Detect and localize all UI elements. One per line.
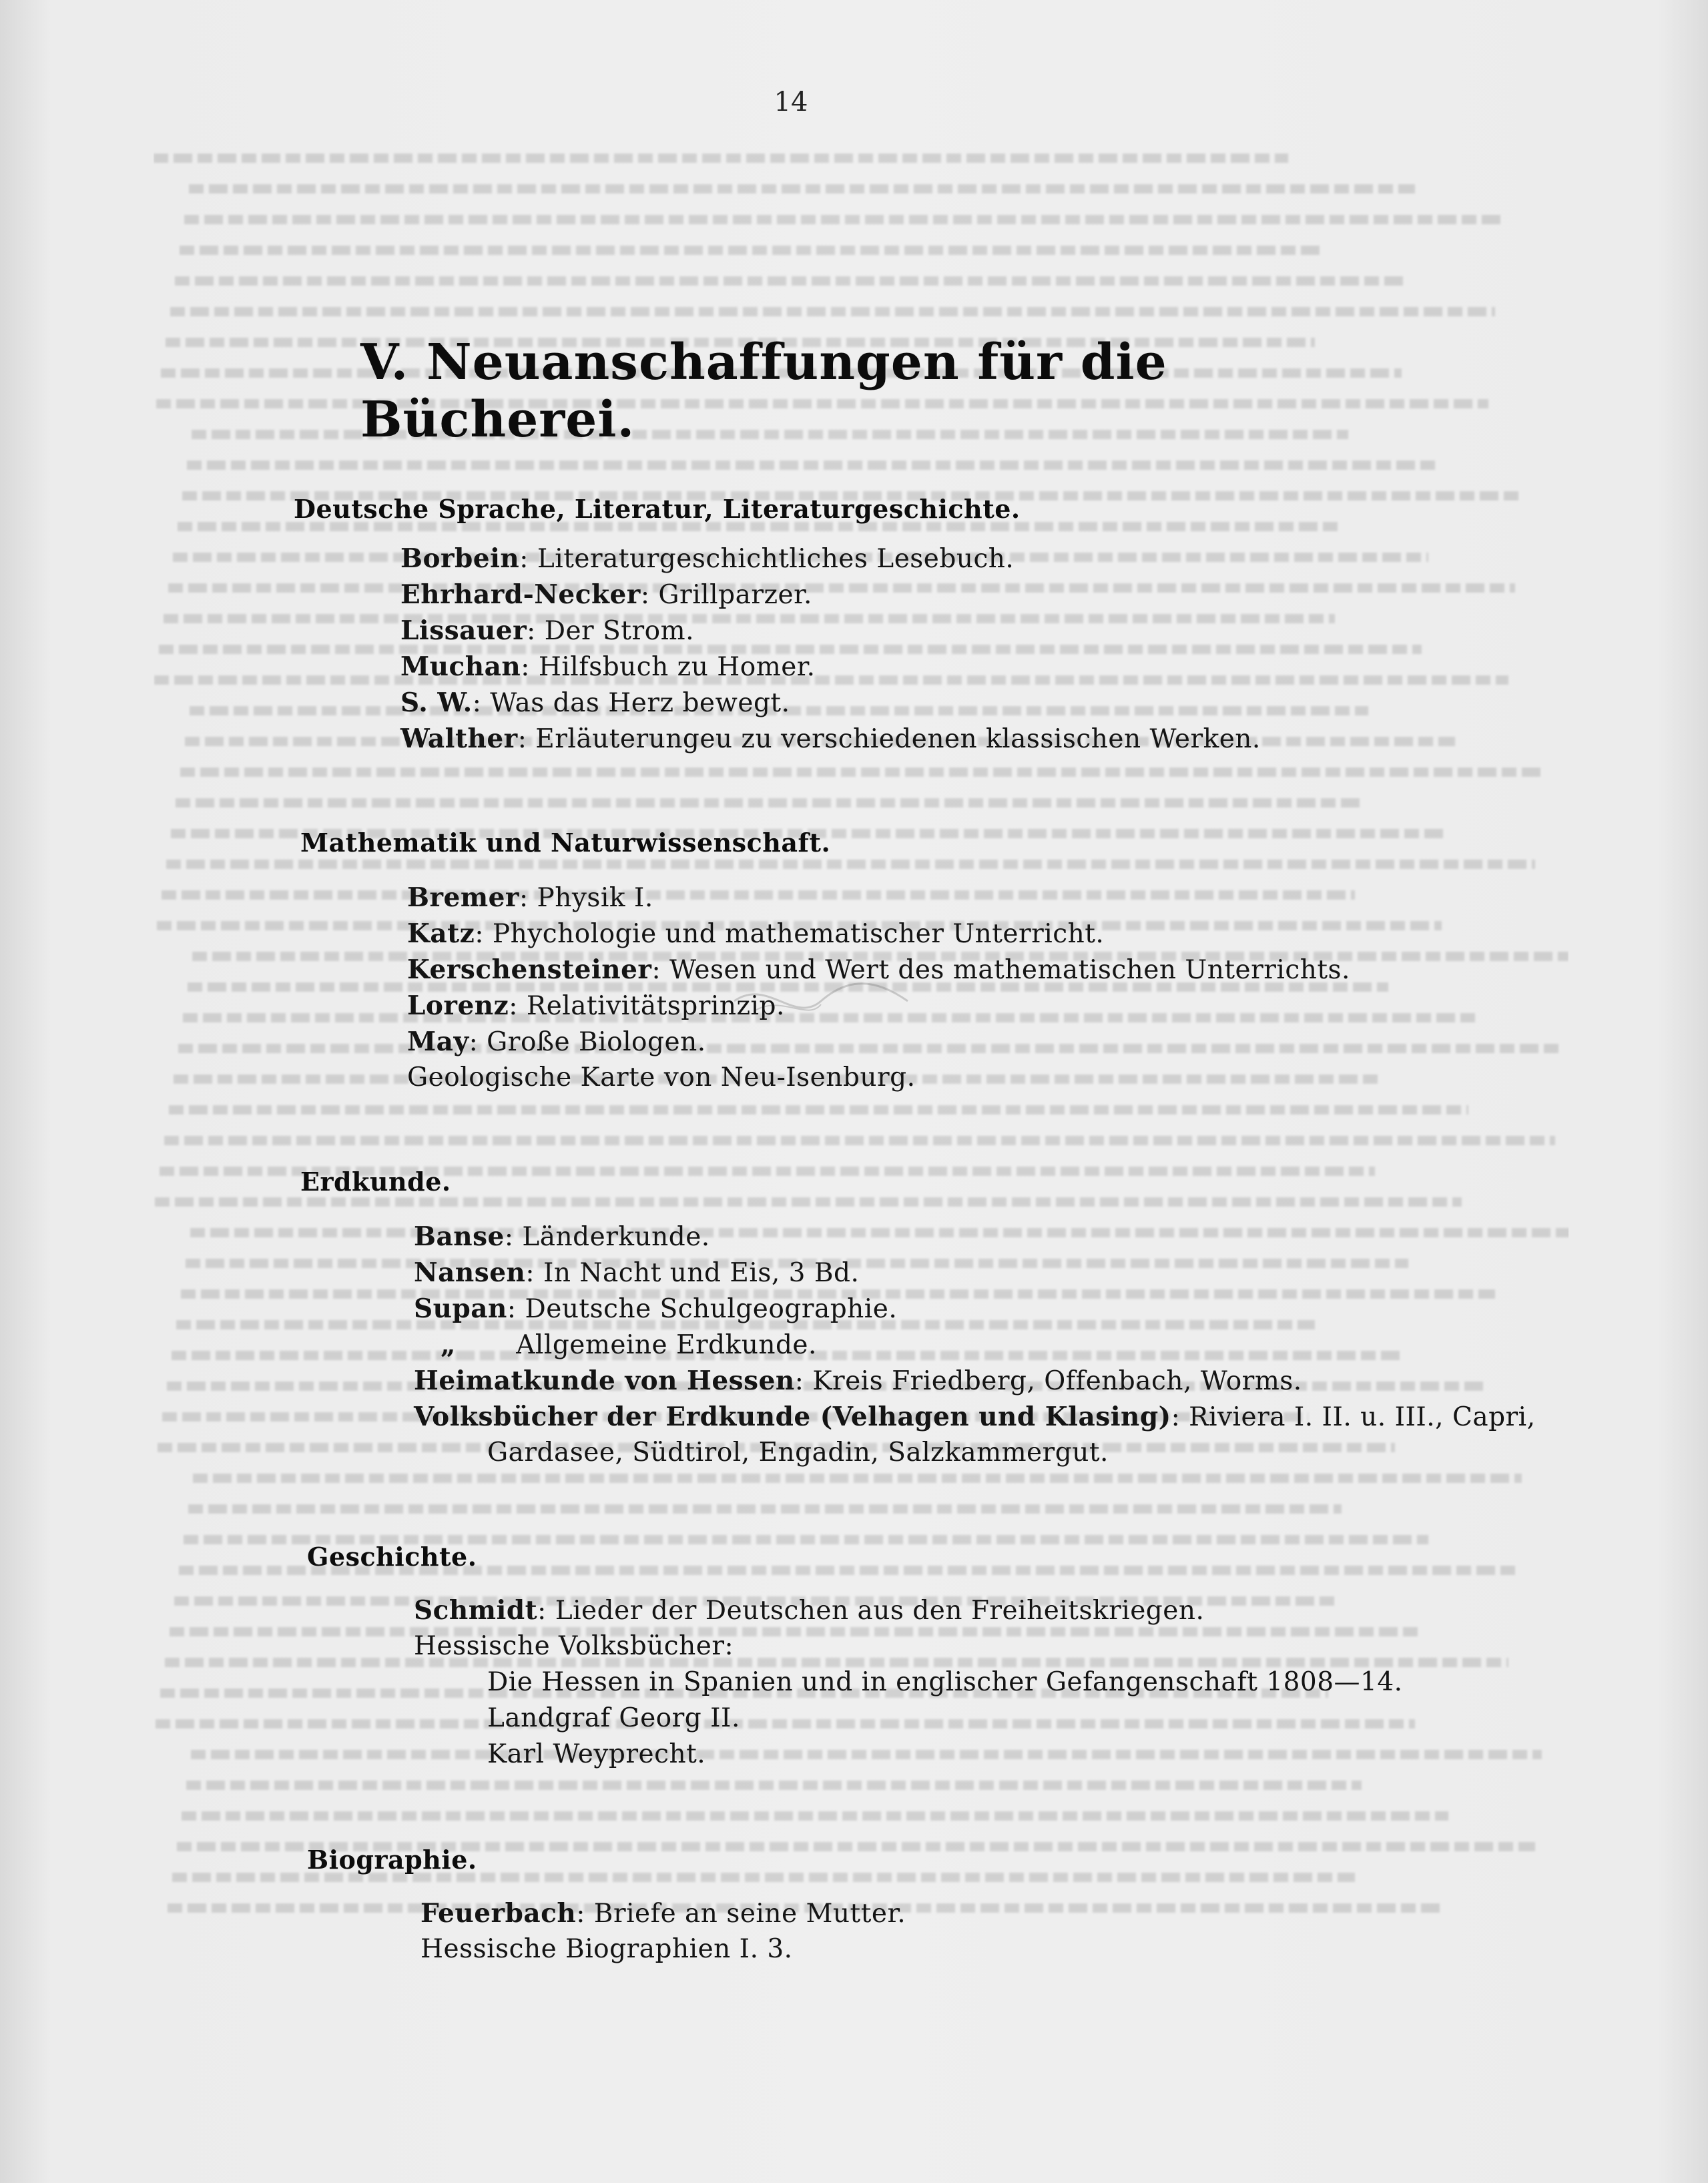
section-title-biographie: Biographie. — [307, 1845, 477, 1875]
bleed-line — [182, 1811, 1448, 1821]
list-item — [487, 1739, 705, 1769]
list-item: Muchan: Hilfsbuch zu Homer. — [400, 651, 816, 682]
bleed-line — [170, 1627, 1422, 1636]
bleed-line — [180, 767, 1542, 777]
section-title-mathematik: Mathematik und Naturwissenschaft. — [300, 828, 831, 858]
bleed-line — [176, 798, 1362, 808]
bleed-line — [166, 860, 1535, 869]
list-item: Kerschensteiner: Wesen und Wert des mathematischen Unterrichts. — [407, 954, 1350, 985]
list-item: May: Große Biologen. — [407, 1026, 706, 1057]
entry-title: Allgemeine Erdkunde. — [516, 1330, 817, 1360]
bleed-line — [184, 215, 1502, 224]
list-item: Walther: Erläuterungeu zu verschiedenen klassischen Werken. — [400, 723, 1261, 754]
entry-title: Lieder der Deutschen aus den Freiheitskriegen. — [555, 1596, 1205, 1626]
bleed-line — [180, 246, 1322, 255]
bleed-line — [164, 614, 1335, 623]
entry-title: Riviera I. II. u. III., Capri, — [1189, 1402, 1536, 1432]
entry-title: Gardasee, Südtirol, Engadin, Salzkammergut. — [487, 1438, 1109, 1468]
list-item: Banse: Länderkunde. — [414, 1221, 710, 1252]
entry-title: Hilfsbuch zu Homer. — [538, 652, 816, 682]
list-item: Feuerbach: Briefe an seine Mutter. — [420, 1898, 906, 1929]
bleed-line — [178, 1044, 1562, 1053]
entry-author: Supan — [414, 1293, 507, 1324]
bleed-line — [154, 675, 1508, 685]
bleed-line — [164, 1136, 1555, 1145]
entry-title: Kreis Friedberg, Offenbach, Worms. — [812, 1366, 1302, 1396]
entry-author: Lorenz — [407, 990, 509, 1021]
bleed-line — [191, 1750, 1542, 1759]
entry-author: Walther — [400, 723, 518, 754]
entry-title: Hessische Biographien I. 3. — [420, 1934, 793, 1964]
entry-author: Heimatkunde von Hessen — [414, 1365, 795, 1396]
list-item: S. W.: Was das Herz bewegt. — [400, 687, 790, 718]
list-item: Bremer: Physik I. — [407, 882, 653, 913]
entry-title: Karl Weyprecht. — [487, 1739, 706, 1769]
list-item: Nansen: In Nacht und Eis, 3 Bd. — [414, 1257, 860, 1288]
entry-title: Länderkunde. — [522, 1222, 710, 1252]
section-title-sprache: Deutsche Sprache, Literatur, Literaturgeschichte. — [294, 494, 1021, 524]
list-item — [487, 1438, 1109, 1468]
entry-title: Geologische Karte von Neu-Isenburg. — [407, 1062, 916, 1093]
list-item — [487, 1703, 740, 1733]
entry-title: Große Biologen. — [487, 1027, 706, 1057]
entry-title: Hessische Volksbücher: — [414, 1631, 734, 1661]
bleed-line — [170, 307, 1495, 316]
bleed-line — [175, 276, 1408, 286]
section-title-erdkunde: Erdkunde. — [300, 1167, 451, 1197]
list-item — [414, 1631, 734, 1661]
list-item: Heimatkunde von Hessen: Kreis Friedberg, Offenbach, Worms. — [414, 1365, 1302, 1396]
bleed-line — [162, 890, 1355, 900]
bleed-line — [156, 1719, 1415, 1729]
bleed-line — [154, 153, 1288, 163]
list-item: Ehrhard-Necker: Grillparzer. — [400, 579, 812, 610]
bleed-line — [187, 460, 1435, 470]
list-item: Volksbücher der Erdkunde (Velhagen und Klasing): Riviera I. II. u. III., Capri, — [414, 1401, 1536, 1432]
list-item: Katz: Phychologie und mathematischer Unterricht. — [407, 918, 1105, 949]
entry-title: Phychologie und mathematischer Unterricht. — [492, 919, 1105, 949]
entry-author: May — [407, 1026, 469, 1057]
entry-author: Muchan — [400, 651, 521, 682]
entry-title: Briefe an seine Mutter. — [593, 1899, 906, 1929]
entry-author: Nansen — [414, 1257, 526, 1288]
bleed-line — [165, 1658, 1508, 1667]
list-item — [487, 1667, 1403, 1697]
list-item: Lorenz: Relativitätsprinzip. — [407, 990, 785, 1021]
bleed-line — [190, 1228, 1569, 1237]
entry-title: Deutsche Schulgeographie. — [525, 1294, 898, 1324]
entry-title: Landgraf Georg II. — [487, 1703, 740, 1733]
list-item: Lissauer: Der Strom. — [400, 615, 694, 646]
bleed-line — [169, 1105, 1468, 1115]
page-number: 14 — [774, 87, 808, 117]
entry-title: In Nacht und Eis, 3 Bd. — [543, 1258, 860, 1288]
entry-title: Physik I. — [537, 883, 653, 913]
entry-author: Volksbücher der Erdkunde (Velhagen und Klasing) — [414, 1401, 1171, 1432]
bleed-line — [189, 184, 1415, 194]
list-item — [407, 1062, 915, 1093]
entry-title: Was das Herz bewegt. — [490, 688, 790, 718]
list-item: Borbein: Literaturgeschichtliches Lesebuch. — [400, 543, 1015, 574]
list-item: Schmidt: Lieder der Deutschen aus den Freiheitskriegen. — [414, 1595, 1205, 1626]
bleed-line — [193, 1474, 1522, 1483]
entry-title: Erläuterungeu zu verschiedenen klassischen Werken. — [535, 724, 1261, 754]
entry-title: Grillparzer. — [658, 580, 812, 610]
bleed-line — [155, 1197, 1462, 1207]
entry-author: Schmidt — [414, 1595, 538, 1626]
entry-author: Feuerbach — [420, 1898, 577, 1929]
entry-author: Banse — [414, 1221, 505, 1252]
bleed-line — [168, 583, 1515, 593]
list-item — [441, 1329, 817, 1360]
entry-title: Relativitätsprinzip. — [526, 991, 785, 1021]
section-title-geschichte: Geschichte. — [307, 1542, 477, 1572]
page-heading: V. Neuanschaffungen für die Bücherei. — [360, 334, 1167, 448]
bleed-line — [186, 1781, 1362, 1790]
entry-author: Lissauer — [400, 615, 527, 646]
list-item — [420, 1934, 793, 1964]
entry-author: Borbein — [400, 543, 520, 574]
list-item: Supan: Deutsche Schulgeographie. — [414, 1293, 898, 1324]
entry-author: Bremer — [407, 882, 519, 913]
entry-title: Die Hessen in Spanien und in englischer Gefangenschaft 1808—14. — [487, 1667, 1403, 1697]
entry-author: Kerschensteiner — [407, 954, 652, 985]
entry-title: Der Strom. — [544, 616, 694, 646]
entry-author: S. W. — [400, 687, 473, 718]
entry-author: „ — [441, 1329, 456, 1360]
entry-author: Ehrhard-Necker — [400, 579, 641, 610]
entry-title: Literaturgeschichtliches Lesebuch. — [537, 544, 1015, 574]
bleed-line — [188, 1504, 1342, 1514]
entry-title: Wesen und Wert des mathematischen Unterrichts. — [669, 955, 1350, 985]
entry-author: Katz — [407, 918, 475, 949]
